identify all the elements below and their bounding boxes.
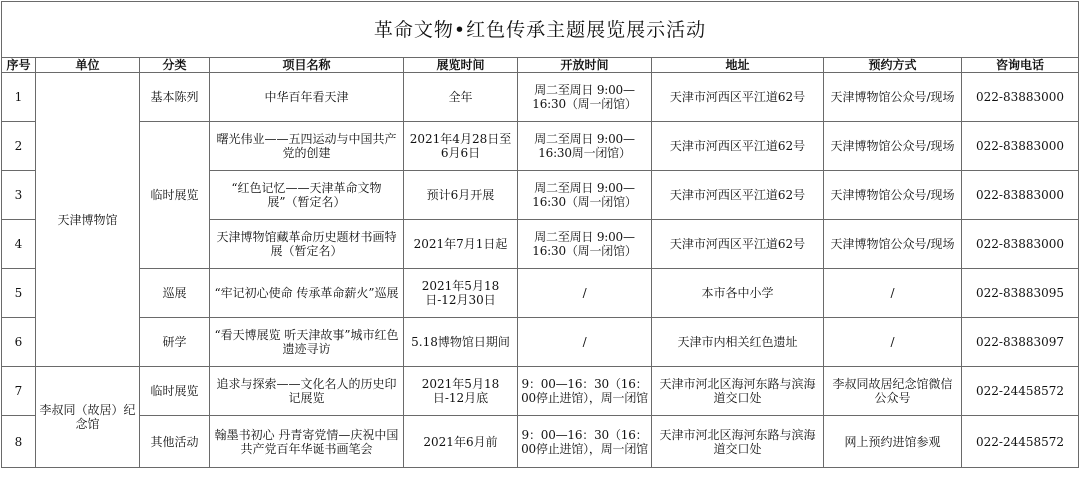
time-cell: 预计6月开展 — [404, 171, 518, 220]
project-cell: “看天博展览 听天津故事”城市红色遗迹寻访 — [210, 318, 404, 367]
address-cell: 天津市河西区平江道62号 — [652, 220, 824, 269]
project-cell: 翰墨书初心 丹青寄党情—庆祝中国共产党百年华诞书画笔会 — [210, 416, 404, 468]
table-row — [2, 367, 1079, 416]
time-cell: 2021年5月18日-12月底 — [404, 367, 518, 416]
header-row — [2, 58, 1079, 73]
exhibition-table-sheet — [1, 1, 1078, 487]
header-phone: 咨询电话 — [962, 58, 1079, 73]
unit-cell: 李叔同（故居）纪念馆 — [36, 367, 140, 468]
header-address: 地址 — [652, 58, 824, 73]
project-cell: “牢记初心使命 传承革命薪火”巡展 — [210, 269, 404, 318]
row-no: 4 — [2, 220, 36, 269]
project-cell: 曙光伟业——五四运动与中国共产党的创建 — [210, 122, 404, 171]
address-cell: 天津市内相关红色遗址 — [652, 318, 824, 367]
project-cell: 追求与探索——文化名人的历史印记展览 — [210, 367, 404, 416]
category-cell: 研学 — [140, 318, 210, 367]
table-row — [2, 73, 1079, 122]
phone-cell: 022-83883000 — [962, 220, 1079, 269]
header-time: 展览时间 — [404, 58, 518, 73]
booking-cell: 天津博物馆公众号/现场 — [824, 122, 962, 171]
hours-cell: 周二至周日 9:00—16:30周一闭馆） — [518, 122, 652, 171]
address-cell: 天津市河北区海河东路与滨海道交口处 — [652, 367, 824, 416]
phone-cell: 022-83883097 — [962, 318, 1079, 367]
table-row — [2, 122, 1079, 171]
time-cell: 2021年4月28日至6月6日 — [404, 122, 518, 171]
header-hours: 开放时间 — [518, 58, 652, 73]
row-no: 3 — [2, 171, 36, 220]
hours-cell: 9：00—16：30（16：00停止进馆），周一闭馆 — [518, 367, 652, 416]
phone-cell: 022-24458572 — [962, 367, 1079, 416]
phone-cell: 022-83883000 — [962, 171, 1079, 220]
address-cell: 天津市河西区平江道62号 — [652, 171, 824, 220]
booking-cell: / — [824, 269, 962, 318]
hours-cell: / — [518, 269, 652, 318]
header-unit: 单位 — [36, 58, 140, 73]
booking-cell: / — [824, 318, 962, 367]
phone-cell: 022-24458572 — [962, 416, 1079, 468]
phone-cell: 022-83883000 — [962, 122, 1079, 171]
row-no: 7 — [2, 367, 36, 416]
booking-cell: 网上预约进馆参观 — [824, 416, 962, 468]
booking-cell: 天津博物馆公众号/现场 — [824, 220, 962, 269]
booking-cell: 天津博物馆公众号/现场 — [824, 73, 962, 122]
address-cell: 天津市河西区平江道62号 — [652, 73, 824, 122]
header-no: 序号 — [2, 58, 36, 73]
header-category: 分类 — [140, 58, 210, 73]
row-no: 5 — [2, 269, 36, 318]
hours-cell: 周二至周日 9:00—16:30（周一闭馆） — [518, 73, 652, 122]
header-project: 项目名称 — [210, 58, 404, 73]
project-cell: “红色记忆——天津革命文物展”（暂定名） — [210, 171, 404, 220]
row-no: 2 — [2, 122, 36, 171]
time-cell: 2021年7月1日起 — [404, 220, 518, 269]
header-booking: 预约方式 — [824, 58, 962, 73]
time-cell: 5.18博物馆日期间 — [404, 318, 518, 367]
time-cell: 2021年6月前 — [404, 416, 518, 468]
table-row — [2, 416, 1079, 468]
project-cell: 天津博物馆藏革命历史题材书画特展（暂定名） — [210, 220, 404, 269]
hours-cell: / — [518, 318, 652, 367]
time-cell: 全年 — [404, 73, 518, 122]
address-cell: 天津市河西区平江道62号 — [652, 122, 824, 171]
time-cell: 2021年5月18日-12月30日 — [404, 269, 518, 318]
row-no: 6 — [2, 318, 36, 367]
address-cell: 本市各中小学 — [652, 269, 824, 318]
booking-cell: 李叔同故居纪念馆微信公众号 — [824, 367, 962, 416]
category-cell: 巡展 — [140, 269, 210, 318]
exhibition-table — [1, 1, 1079, 468]
hours-cell: 周二至周日 9:00—16:30（周一闭馆） — [518, 171, 652, 220]
category-cell: 基本陈列 — [140, 73, 210, 122]
category-cell: 临时展览 — [140, 367, 210, 416]
row-no: 8 — [2, 416, 36, 468]
hours-cell: 周二至周日 9:00—16:30（周一闭馆） — [518, 220, 652, 269]
row-no: 1 — [2, 73, 36, 122]
category-cell: 临时展览 — [140, 122, 210, 269]
hours-cell: 9：00—16：30（16：00停止进馆），周一闭馆 — [518, 416, 652, 468]
table-row — [2, 269, 1079, 318]
booking-cell: 天津博物馆公众号/现场 — [824, 171, 962, 220]
table-row — [2, 318, 1079, 367]
table-title: 革命文物•红色传承主题展览展示活动 — [2, 2, 1079, 58]
unit-cell: 天津博物馆 — [36, 73, 140, 367]
phone-cell: 022-83883000 — [962, 73, 1079, 122]
address-cell: 天津市河北区海河东路与滨海道交口处 — [652, 416, 824, 468]
project-cell: 中华百年看天津 — [210, 73, 404, 122]
category-cell: 其他活动 — [140, 416, 210, 468]
phone-cell: 022-83883095 — [962, 269, 1079, 318]
